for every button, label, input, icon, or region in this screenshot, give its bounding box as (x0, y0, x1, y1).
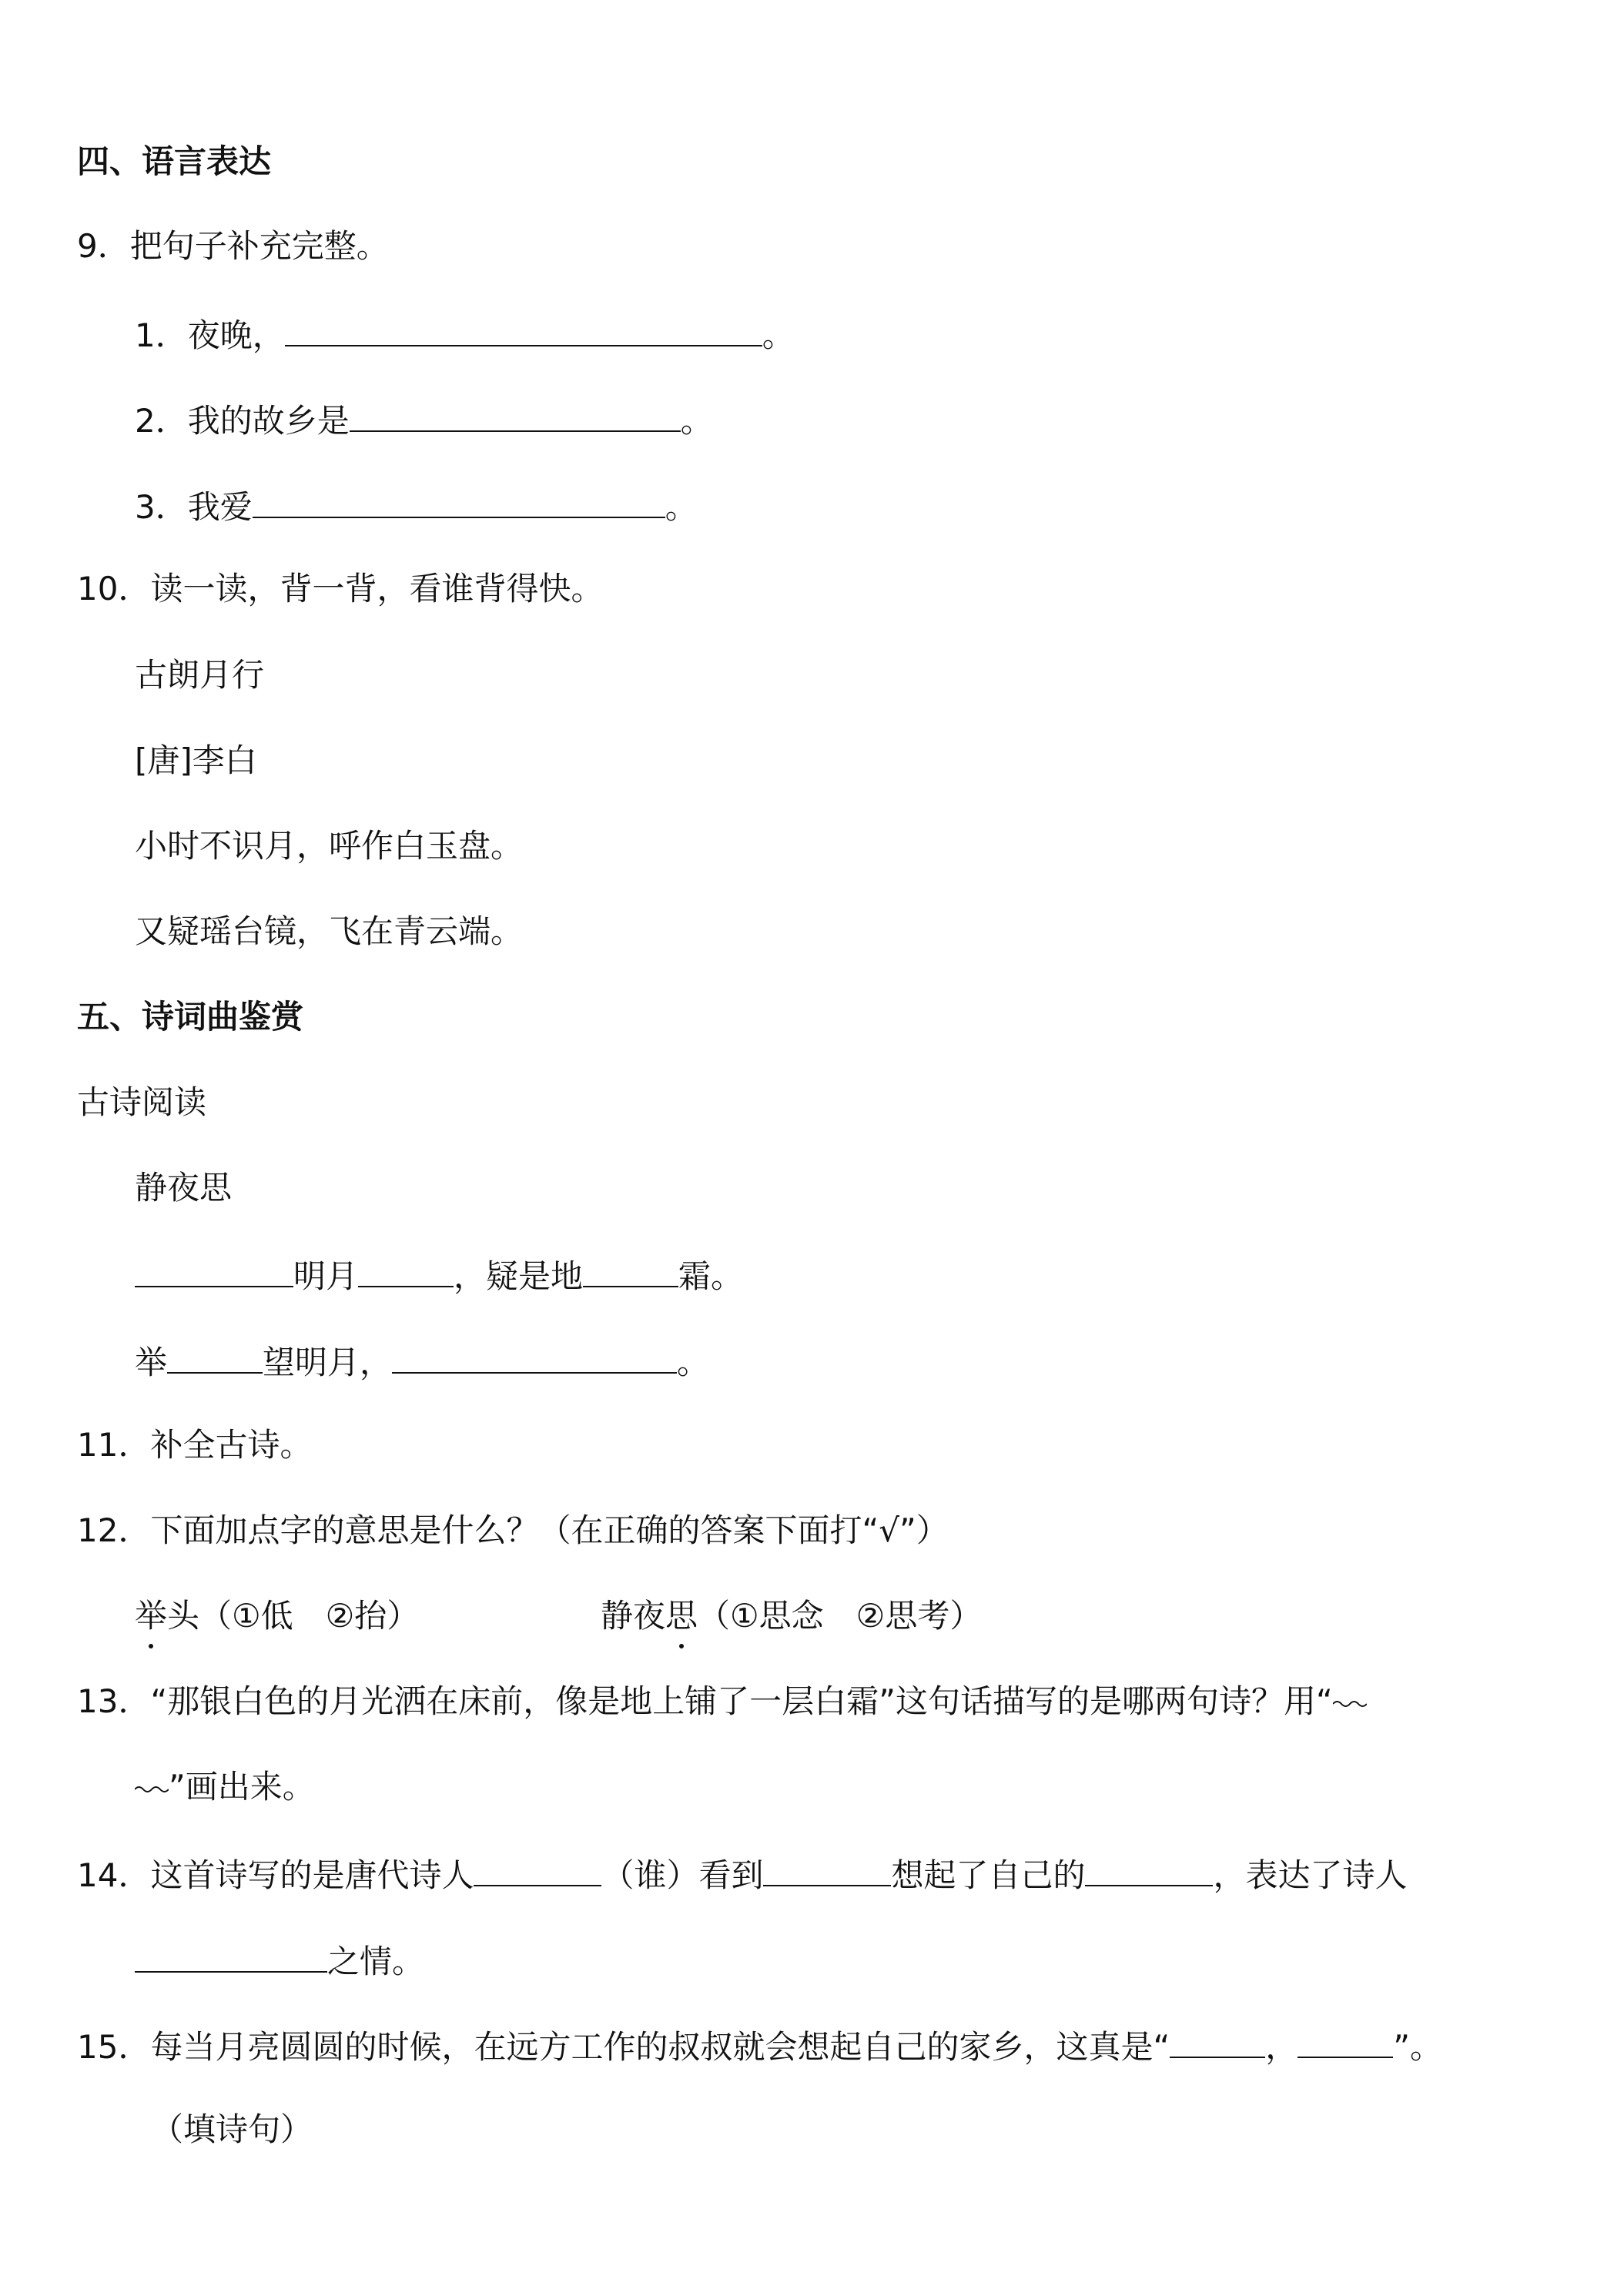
dotted-char: 思 (665, 1593, 698, 1639)
poem-title: 古朗月行 (135, 656, 265, 694)
q9-stem: 9．把句子补充完整。 (77, 227, 389, 265)
poem-author: [唐]李白 (135, 741, 257, 779)
q13-stem: 13．“那银白色的月光洒在床前，像是地上铺了一层白霜”这句话描写的是哪两句诗？用“ (77, 1678, 1367, 1725)
poem-title: 静夜思 (135, 1169, 233, 1207)
poem-line-1: 小时不识月，呼作白玉盘。 (135, 827, 524, 865)
q10-stem: 10．读一读，背一背，看谁背得快。 (77, 570, 604, 607)
wavy-line-icon (1333, 1699, 1367, 1709)
q12-option-a: 举头（①低 ②抬） (135, 1593, 419, 1639)
answer-blank[interactable] (358, 1250, 454, 1287)
answer-blank[interactable] (1298, 2021, 1393, 2058)
answer-blank[interactable] (474, 1849, 601, 1886)
poem-fill-line-1: 明月 ，疑是地 霜。 (135, 1250, 743, 1300)
section-5-subtitle: 古诗阅读 (77, 1083, 207, 1121)
wavy-line-icon (135, 1784, 169, 1795)
q14-line-1: 14．这首诗写的是唐代诗人 （谁）看到 想起了自己的 ，表达了诗人 (77, 1849, 1408, 1899)
answer-blank[interactable] (135, 1250, 293, 1287)
answer-blank[interactable] (253, 481, 665, 518)
answer-blank[interactable] (1085, 1849, 1213, 1886)
q15-line-1: 15．每当月亮圆圆的时候，在远方工作的叔叔就会想起自己的家乡，这真是“ ， ”。 (77, 2021, 1442, 2070)
q9-item-3: 3．我爱 。 (135, 481, 698, 530)
q12-option-b: 静夜思（①思念 ②思考） (601, 1593, 982, 1639)
answer-blank[interactable] (763, 1849, 891, 1886)
section-4-title: 四、语言表达 (77, 142, 272, 180)
answer-blank[interactable] (167, 1337, 263, 1374)
q15-line-2: （填诗句） (151, 2110, 313, 2148)
answer-blank[interactable] (392, 1337, 677, 1374)
section-5-title: 五、诗词曲鉴赏 (77, 998, 304, 1036)
poem-line-2: 又疑瑶台镜，飞在青云端。 (135, 912, 524, 950)
q11-stem: 11．补全古诗。 (77, 1426, 313, 1464)
q9-item-2: 2．我的故乡是 。 (135, 395, 713, 444)
answer-blank[interactable] (350, 395, 681, 432)
poem-fill-line-2: 举 望明月， 。 (135, 1337, 709, 1386)
q14-line-2: 之情。 (135, 1936, 424, 1985)
q12-stem: 12．下面加点字的意思是什么？（在正确的答案下面打“√”） (77, 1511, 949, 1549)
q13-tail: ”画出来。 (135, 1764, 315, 1810)
answer-blank[interactable] (583, 1250, 678, 1287)
answer-blank[interactable] (285, 310, 762, 346)
dotted-char: 举 (135, 1593, 167, 1639)
answer-blank[interactable] (135, 1936, 327, 1973)
answer-blank[interactable] (1170, 2021, 1265, 2058)
q9-item-1: 1．夜晚， 。 (135, 310, 795, 359)
